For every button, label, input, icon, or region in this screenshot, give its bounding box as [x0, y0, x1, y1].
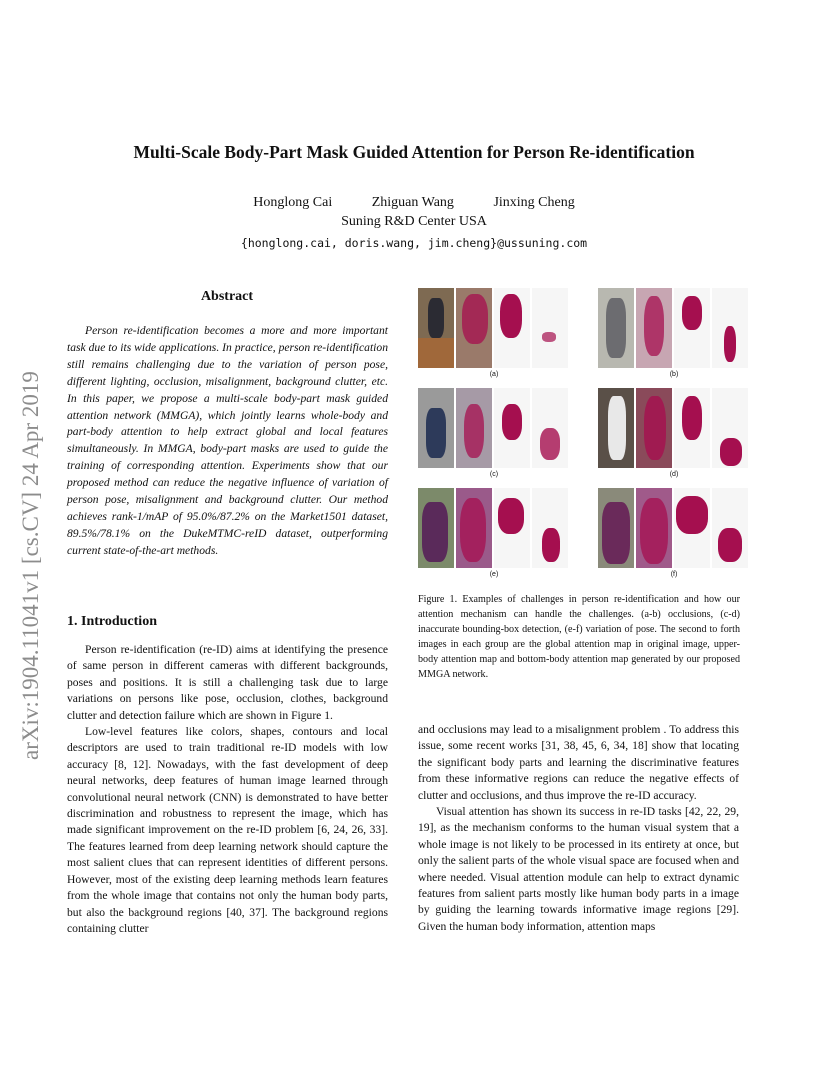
author-name: Zhiguan Wang	[371, 195, 454, 210]
abstract-heading: Abstract	[200, 289, 254, 304]
figure-sublabel: (e)	[489, 571, 499, 578]
upper-body-attention-map	[674, 488, 710, 568]
person-image	[598, 388, 634, 468]
figure-sublabel: (d)	[669, 471, 679, 478]
upper-body-attention-map	[494, 388, 530, 468]
lower-body-attention-map	[532, 488, 568, 568]
paragraph: Low-level features like colors, shapes, contours and local descriptors are used to train traditional re-ID models with low accuracy [8, 12]. Nowadays, with the fast development of deep neural networks, deep features of human image learned through convolutional neural network (CNN) is demonstrated to have better discrimination and robustness to represent the image, which has made significant improvement on the re-ID problem [6, 24, 26, 33]. The features learned from deep learning network should capture the most salient clues that can represent identities of different persons. However, most of the existing deep learning methods learn features from the whole image that contains not only the human body parts, but also the background regions [40, 37]. The background regions containing clutter	[67, 725, 388, 935]
paragraph: Visual attention has shown its success in re-ID tasks [42, 22, 29, 19], as the mechanism conforms to the human visual system that a whole image is not likely to be processed in its entirety at once, but only the salient parts of the whole visual space are focused when and where needed. Visual attention module can help to extract dynamic features from salient parts mostly like human body parts in a image by guiding the learning towards informative image regions [29]. Given the human body information, attention maps	[418, 805, 739, 933]
author-emails: {honglong.cai, doris.wang, jim.cheng}@ussuning.com	[240, 236, 588, 250]
lower-body-attention-map	[532, 288, 568, 368]
lower-body-attention-map	[712, 288, 748, 368]
author-name: Jinxing Cheng	[493, 195, 575, 210]
global-attention-map	[636, 388, 672, 468]
figure-sublabel: (b)	[669, 371, 679, 378]
figure-panel-f	[598, 488, 750, 580]
paper-title: Multi-Scale Body-Part Mask Guided Attention for Person Re-identification	[133, 142, 695, 162]
figure-caption: Figure 1. Examples of challenges in person re-identification and how our attention mechanism can handle the challenges. (a-b) occlusions, (c-d) inaccurate bounding-box detection, (e-f) variation of pose. The second to forth images in each group are the global attention map in original image, upper-body attention map and bottom-body attention map generated by our proposed MMGA network.	[418, 594, 740, 681]
figure-panel-e	[418, 488, 570, 580]
section-heading: 1. Introduction	[67, 614, 157, 629]
upper-body-attention-map	[494, 288, 530, 368]
paragraph: Person re-identification (re-ID) aims at identifying the presence of same person in different cameras with different backgrounds, poses and positions. It is still a challenging task due to large variations on persons like pose, occlusion, clothes, background clutter and detection failure which are shown in Figure 1.	[67, 643, 388, 722]
abstract-text: Person re-identification becomes a more and more important task due to its wide applications. In practice, person re-identification still remains challenging due to the variation of person pose, different lighting, occlusion, misalignment, background clutter, etc. In this paper, we propose a multi-scale body-part mask guided attention network (MMGA), which jointly learns whole-body and part-body attention to help extract global and local features simultaneously. In MMGA, body-part masks are used to guide the training of corresponding attention. Experiments show that our proposed method can reduce the negative influence of variation of person pose, misalignment and background clutter. Our method achieves rank-1/mAP of 95.0%/87.2% on the Market1501 dataset, 89.5%/78.1% on the DukeMTMC-reID dataset, outperforming current state-of-the-art methods.	[67, 324, 388, 557]
upper-body-attention-map	[674, 288, 710, 368]
global-attention-map	[636, 288, 672, 368]
figure-sublabel: (a)	[489, 371, 499, 378]
upper-body-attention-map	[494, 488, 530, 568]
person-image	[598, 488, 634, 568]
global-attention-map	[456, 388, 492, 468]
figure-panel-d	[598, 388, 750, 480]
arxiv-identifier: arXiv:1904.11041v1 [cs.CV] 24 Apr 2019	[18, 371, 43, 760]
global-attention-map	[456, 488, 492, 568]
person-image	[418, 288, 454, 368]
affiliation: Suning R&D Center USA	[341, 214, 487, 229]
global-attention-map	[636, 488, 672, 568]
left-column-body	[67, 642, 388, 937]
lower-body-attention-map	[712, 388, 748, 468]
person-image	[418, 388, 454, 468]
lower-body-attention-map	[712, 488, 748, 568]
figure-panel-c	[418, 388, 570, 480]
figure-sublabel: (f)	[670, 571, 678, 578]
figure-panel-b	[598, 288, 750, 380]
person-image	[598, 288, 634, 368]
global-attention-map	[456, 288, 492, 368]
right-column-body	[418, 722, 739, 935]
person-image	[418, 488, 454, 568]
figure-sublabel: (c)	[489, 471, 499, 478]
lower-body-attention-map	[532, 388, 568, 468]
paragraph: and occlusions may lead to a misalignment problem . To address this issue, some recent works [31, 38, 45, 6, 34, 18] show that locating the significant body parts and learning the discriminative features from these informative regions can reduce the negative effects of clutter and occlusions, and thus improve the re-ID accuracy.	[418, 723, 739, 802]
upper-body-attention-map	[674, 388, 710, 468]
author-list	[0, 195, 828, 211]
figure-panel-a	[418, 288, 570, 380]
author-name: Honglong Cai	[253, 195, 333, 210]
figure-1	[418, 288, 754, 588]
